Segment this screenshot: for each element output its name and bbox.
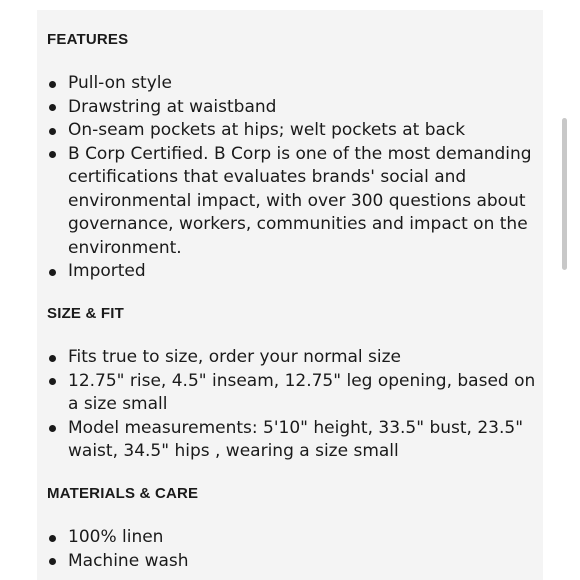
list-item: [47, 417, 543, 464]
size-fit-list: [47, 346, 543, 464]
list-item-text: Pull-on style: [68, 73, 172, 93]
bullet-icon: [49, 128, 56, 135]
bullet-icon: [49, 151, 56, 158]
list-item-text: Fits true to size, order your normal size: [68, 347, 402, 367]
list-item-text: On-seam pockets at hips; welt pockets at back: [68, 120, 466, 140]
scrollbar[interactable]: [562, 118, 567, 270]
list-item-text: B Corp Certified. B Corp is one of the most demanding certifications that evaluates brands' social and environmental impact, with over 300 questions about governance, workers, communities and impact on the environment.: [68, 143, 532, 258]
size-fit-section: [47, 304, 543, 464]
bullet-icon: [49, 378, 56, 385]
list-item: [47, 143, 543, 261]
list-item: [47, 550, 543, 574]
list-item-text: Machine wash: [68, 550, 189, 571]
materials-care-heading: MATERIALS & CARE: [47, 485, 199, 502]
list-item: [47, 96, 543, 120]
list-item: [47, 260, 543, 284]
bullet-icon: [49, 104, 56, 111]
materials-care-list: [47, 526, 543, 573]
list-item: [47, 119, 543, 143]
list-item: [47, 346, 543, 370]
list-item: [47, 370, 543, 417]
features-list: [47, 72, 543, 284]
bullet-icon: [49, 81, 56, 88]
list-item-text: Model measurements: 5'10" height, 33.5" bust, 23.5" waist, 34.5" hips , wearing a size small: [68, 417, 524, 461]
list-item: [47, 526, 543, 550]
bullet-icon: [49, 558, 56, 565]
size-fit-heading: SIZE & FIT: [47, 305, 124, 322]
bullet-icon: [49, 425, 56, 432]
bullet-icon: [49, 269, 56, 276]
materials-care-section: [47, 484, 543, 573]
features-heading: FEATURES: [47, 31, 129, 48]
list-item-text: 100% linen: [68, 527, 164, 547]
list-item-text: Drawstring at waistband: [68, 96, 277, 117]
list-item-text: 12.75" rise, 4.5" inseam, 12.75" leg opening, based on a size small: [68, 370, 536, 414]
features-section: [47, 30, 543, 284]
bullet-icon: [49, 355, 56, 362]
list-item-text: Imported: [68, 261, 146, 281]
list-item: [47, 72, 543, 96]
bullet-icon: [49, 535, 56, 542]
